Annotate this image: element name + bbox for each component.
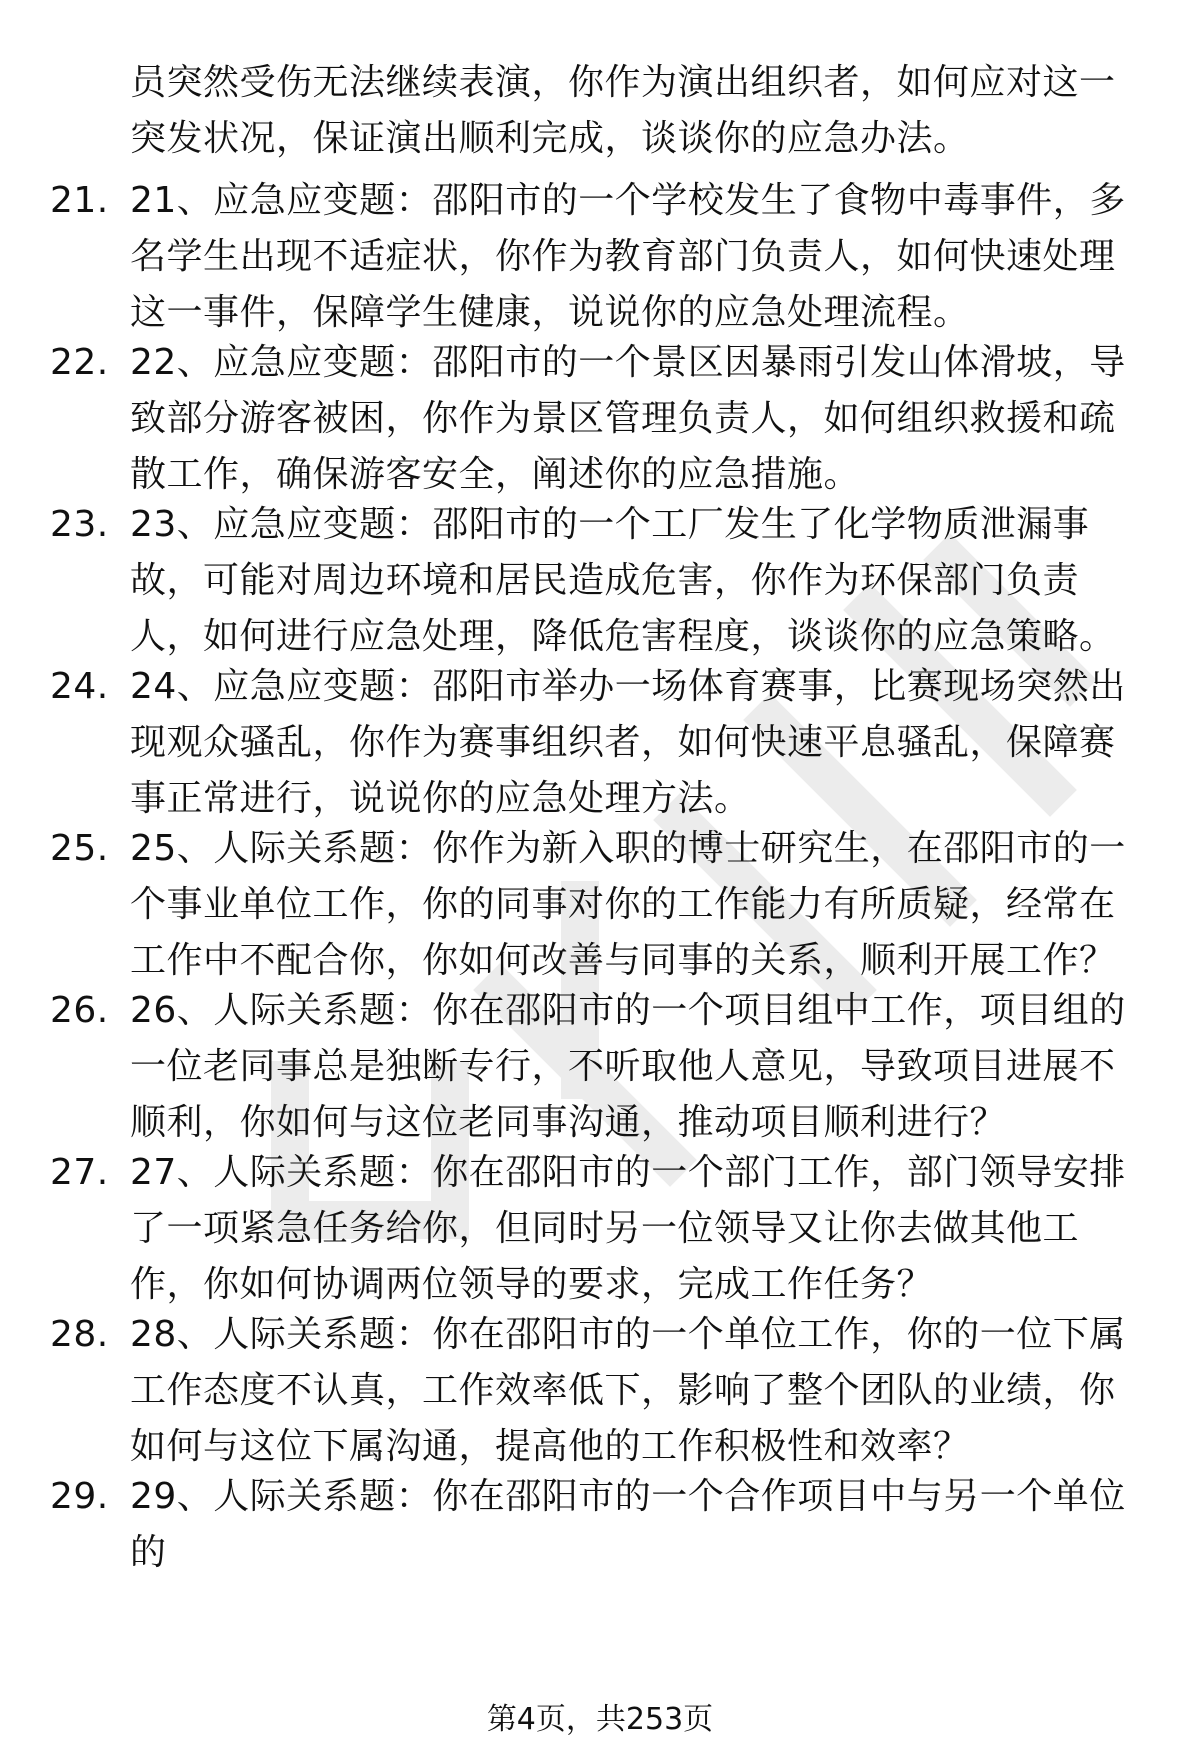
continuation-paragraph: 员突然受伤无法继续表演，你作为演出组织者，如何应对这一突发状况，保证演出顺利完成，谈谈你的应急办法。 [130,62,1116,159]
list-item [50,1145,1150,1313]
item-number: 27. [50,1152,109,1193]
list-item [50,335,1150,503]
item-text: 25、人际关系题：你作为新入职的博士研究生，在邵阳市的一个事业单位工作，你的同事对你的工作能力有所质疑，经常在工作中不配合你，你如何改善与同事的关系，顺利开展工作？ [130,828,1126,981]
item-number: 29. [50,1476,109,1517]
item-text: 24、应急应变题：邵阳市举办一场体育赛事，比赛现场突然出现观众骚乱，你作为赛事组织者，如何快速平息骚乱，保障赛事正常进行，说说你的应急处理方法。 [130,666,1126,819]
list-item [50,497,1150,665]
item-text: 22、应急应变题：邵阳市的一个景区因暴雨引发山体滑坡，导致部分游客被困，你作为景区管理负责人，如何组织救援和疏散工作，确保游客安全，阐述你的应急措施。 [130,342,1126,495]
item-number: 25. [50,828,109,869]
list-item [50,659,1150,827]
list-item [50,1469,1150,1581]
item-number: 24. [50,666,109,707]
list-item [50,821,1150,989]
item-number: 26. [50,990,109,1031]
item-text: 26、人际关系题：你在邵阳市的一个项目组中工作，项目组的一位老同事总是独断专行，不听取他人意见，导致项目进展不顺利，你如何与这位老同事沟通，推动项目顺利进行？ [130,990,1126,1143]
item-text: 29、人际关系题：你在邵阳市的一个合作项目中与另一个单位的 [130,1476,1126,1573]
list-item [50,983,1150,1151]
page-footer: 第4页，共253页 [486,1702,714,1737]
item-number: 23. [50,504,109,545]
list-item [50,1307,1150,1475]
item-text: 21、应急应变题：邵阳市的一个学校发生了食物中毒事件，多名学生出现不适症状，你作为教育部门负责人，如何快速处理这一事件，保障学生健康，说说你的应急处理流程。 [130,180,1126,333]
list-item [50,173,1150,341]
item-number: 21. [50,180,109,221]
item-text: 28、人际关系题：你在邵阳市的一个单位工作，你的一位下属工作态度不认真，工作效率低下，影响了整个团队的业绩，你如何与这位下属沟通，提高他的工作积极性和效率？ [130,1314,1126,1467]
item-text: 23、应急应变题：邵阳市的一个工厂发生了化学物质泄漏事故，可能对周边环境和居民造成危害，你作为环保部门负责人，如何进行应急处理，降低危害程度，谈谈你的应急策略。 [130,504,1116,657]
item-number: 22. [50,342,109,383]
item-text: 27、人际关系题：你在邵阳市的一个部门工作，部门领导安排了一项紧急任务给你，但同时另一位领导又让你去做其他工作，你如何协调两位领导的要求，完成工作任务？ [130,1152,1126,1305]
item-number: 28. [50,1314,109,1355]
